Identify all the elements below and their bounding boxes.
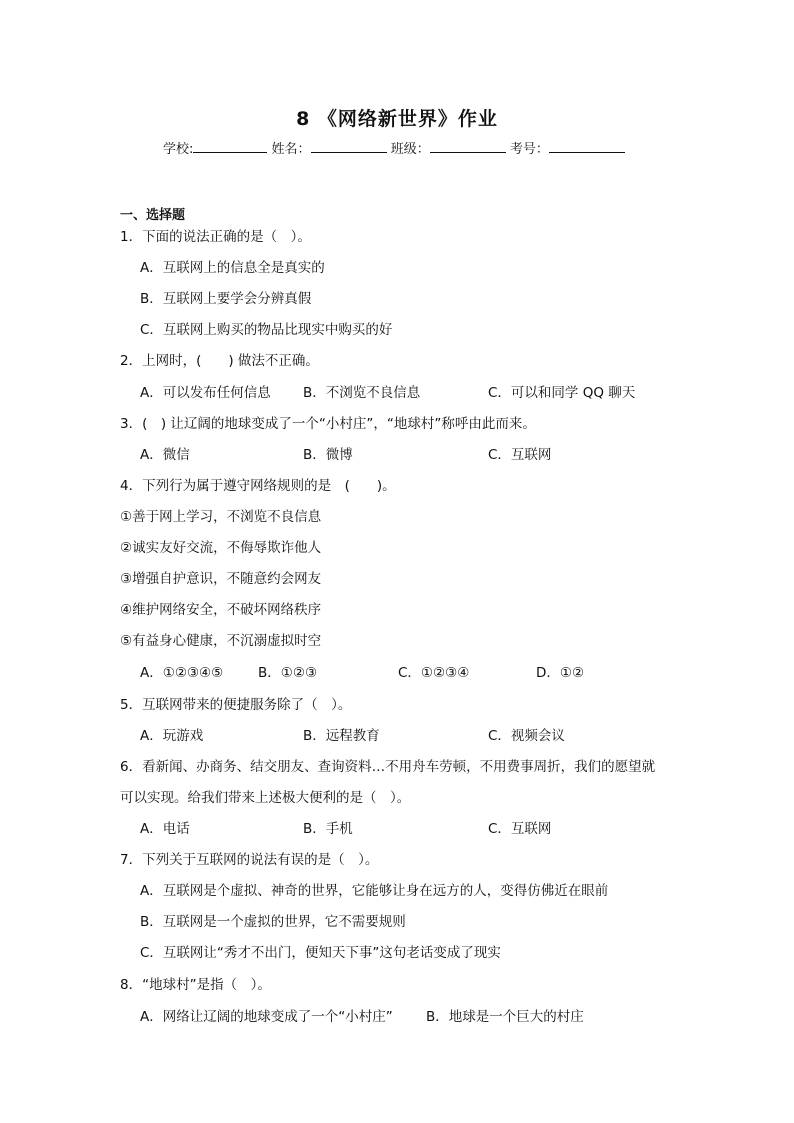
question-2-stem: 2．上网时，( ) 做法不正确。 [120,353,319,369]
question-3-option-a[interactable]: A．微信 [140,447,190,463]
question-4-option-a[interactable]: A．①②③④⑤ [140,665,224,681]
question-5-stem: 5．互联网带来的便捷服务除了（ ）。 [120,697,352,713]
question-6-option-a[interactable]: A．电话 [140,821,190,837]
question-8-stem: 8．“地球村”是指（ ）。 [120,977,271,993]
question-8-option-b[interactable]: B．地球是一个巨大的村庄 [426,1009,584,1025]
question-5-option-a[interactable]: A．玩游戏 [140,728,204,744]
student-info-line [163,138,625,157]
class-blank[interactable] [430,140,506,153]
question-6-option-c[interactable]: C．互联网 [488,821,552,837]
name-label: 姓名： [271,142,311,157]
question-3-stem: 3．( ) 让辽阔的地球变成了一个“小村庄”，“地球村”称呼由此而来。 [120,416,536,432]
question-7-option-c[interactable]: C．互联网让“秀才不出门，便知天下事”这句老话变成了现实 [140,945,501,961]
question-6-stem-line-1: 6．看新闻、办商务、结交朋友、查询资料…不用舟车劳顿，不用费事周折，我们的愿望就 [120,759,656,775]
question-4-option-d[interactable]: D．①② [536,665,585,681]
question-4-item-3: ③增强自护意识，不随意约会网友 [120,571,322,587]
question-4-item-4: ④维护网络安全，不破坏网络秩序 [120,602,322,618]
school-label: 学校: [163,142,194,157]
exam-no-blank[interactable] [549,140,625,153]
question-1-option-b[interactable]: B．互联网上要学会分辨真假 [140,291,312,307]
class-label: 班级： [390,142,430,157]
question-4-option-c[interactable]: C．①②③④ [398,665,470,681]
question-6-option-b[interactable]: B．手机 [303,821,353,837]
question-5-option-b[interactable]: B．远程教育 [303,728,380,744]
question-5-option-c[interactable]: C．视频会议 [488,728,565,744]
question-7-stem: 7．下列关于互联网的说法有误的是（ ）。 [120,852,379,868]
question-7-option-a[interactable]: A．互联网是个虚拟、神奇的世界，它能够让身在远方的人，变得仿佛近在眼前 [140,883,609,899]
question-7-option-b[interactable]: B．互联网是一个虚拟的世界，它不需要规则 [140,914,406,930]
page-title: 8 《网络新世界》作业 [296,108,498,130]
name-blank[interactable] [311,140,387,153]
section-title: 一、选择题 [120,208,186,223]
question-1-option-a[interactable]: A．互联网上的信息全是真实的 [140,260,325,276]
question-3-option-c[interactable]: C．互联网 [488,447,552,463]
question-3-option-b[interactable]: B．微博 [303,447,353,463]
question-4-item-1: ①善于网上学习，不浏览不良信息 [120,509,322,525]
question-6-stem-line-2: 可以实现。给我们带来上述极大便利的是（ ）。 [120,790,411,806]
exam-no-label: 考号： [509,142,549,157]
question-4-item-2: ②诚实友好交流，不侮辱欺诈他人 [120,540,322,556]
question-4-option-b[interactable]: B．①②③ [258,665,318,681]
question-2-option-b[interactable]: B．不浏览不良信息 [303,385,421,401]
question-4-stem: 4．下列行为属于遵守网络规则的是 ( )。 [120,478,396,494]
school-blank[interactable] [193,140,267,153]
question-1-stem: 1．下面的说法正确的是（ ）。 [120,229,311,245]
question-4-item-5: ⑤有益身心健康，不沉溺虚拟时空 [120,633,322,649]
question-2-option-c[interactable]: C．可以和同学 QQ 聊天 [488,385,636,401]
question-2-option-a[interactable]: A．可以发布任何信息 [140,385,271,401]
question-8-option-a[interactable]: A．网络让辽阔的地球变成了一个“小村庄” [140,1009,393,1025]
question-1-option-c[interactable]: C．互联网上购买的物品比现实中购买的好 [140,322,393,338]
